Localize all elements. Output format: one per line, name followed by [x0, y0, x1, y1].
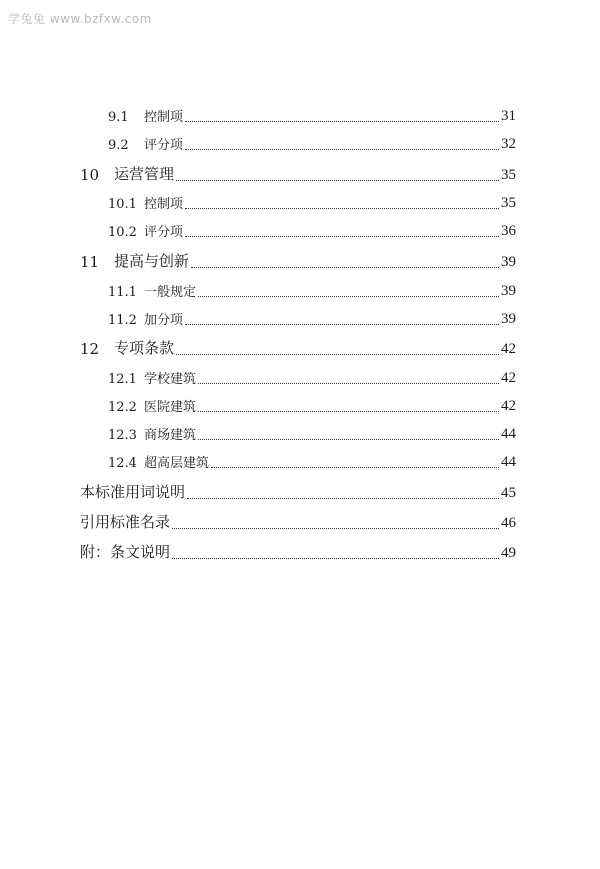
- toc-title: 评分项: [144, 138, 184, 153]
- toc-title: 超高层建筑: [144, 456, 210, 471]
- toc-entry-referenced-standards[interactable]: [80, 511, 516, 532]
- toc-leader-dots: [185, 120, 499, 122]
- toc-number: 9.2: [108, 138, 129, 153]
- toc-leader-dots: [198, 438, 499, 440]
- toc-leader-dots: [185, 235, 499, 237]
- toc-page-number: 35: [501, 167, 516, 183]
- toc-entry-10-1[interactable]: [108, 193, 516, 212]
- toc-entry-9-1[interactable]: [108, 106, 516, 125]
- toc-title: 商场建筑: [144, 428, 197, 443]
- toc-leader-dots: [185, 148, 499, 150]
- toc-page-number: 45: [501, 485, 516, 501]
- toc-leader-dots: [211, 466, 499, 468]
- toc-page-number: 42: [501, 341, 516, 357]
- toc-title: 评分项: [144, 225, 184, 240]
- toc-leader-dots: [176, 353, 499, 355]
- toc-number: 10.1: [108, 197, 137, 212]
- toc-number: 11.2: [108, 313, 137, 328]
- toc-entry-9-2[interactable]: [108, 134, 516, 153]
- toc-entry-12-3[interactable]: [108, 424, 516, 443]
- toc-page-number: 44: [501, 454, 516, 470]
- toc-number: 10.2: [108, 225, 137, 240]
- toc-entry-12[interactable]: [80, 337, 516, 358]
- toc-entry-12-1[interactable]: [108, 368, 516, 387]
- toc-number: 12.4: [108, 456, 137, 471]
- toc-page-number: 39: [501, 311, 516, 327]
- toc-title: 一般规定: [144, 285, 197, 300]
- toc-title: 提高与创新: [114, 252, 190, 270]
- toc-entry-12-2[interactable]: [108, 396, 516, 415]
- toc-number: 12.1: [108, 372, 137, 387]
- toc-page-number: 46: [501, 515, 516, 531]
- toc-title: 控制项: [144, 197, 184, 212]
- toc-leader-dots: [185, 207, 499, 209]
- toc-entry-12-4[interactable]: [108, 452, 516, 471]
- toc-title: 学校建筑: [144, 372, 197, 387]
- toc-entry-11-1[interactable]: [108, 281, 516, 300]
- toc-title: 附：条文说明: [80, 543, 171, 561]
- toc-entry-10[interactable]: [80, 163, 516, 184]
- toc-entry-explanation[interactable]: [80, 541, 516, 562]
- toc-page-number: 35: [501, 195, 516, 211]
- watermark-text: 学兔兔 www.bzfxw.com: [8, 12, 152, 26]
- toc-page-number: 42: [501, 370, 516, 386]
- toc-page-number: 31: [501, 108, 516, 124]
- toc-title: 控制项: [144, 110, 184, 125]
- toc-number: 11.1: [108, 285, 137, 300]
- toc-leader-dots: [198, 295, 499, 297]
- toc-page-number: 44: [501, 426, 516, 442]
- toc-entry-terminology[interactable]: [80, 481, 516, 502]
- toc-leader-dots: [198, 382, 499, 384]
- toc-title: 引用标准名录: [80, 513, 171, 531]
- toc-page-number: 42: [501, 398, 516, 414]
- toc-entry-11-2[interactable]: [108, 309, 516, 328]
- toc-number: 12.3: [108, 428, 137, 443]
- toc-title: 专项条款: [114, 339, 175, 357]
- toc-entry-11[interactable]: [80, 250, 516, 271]
- toc-page-number: 39: [501, 283, 516, 299]
- toc-leader-dots: [172, 557, 499, 559]
- toc-number: 12.2: [108, 400, 137, 415]
- toc-page-number: 36: [501, 223, 516, 239]
- toc-number: 10: [80, 166, 100, 184]
- toc-leader-dots: [172, 527, 499, 529]
- toc-title: 医院建筑: [144, 400, 197, 415]
- toc-number: 11: [80, 253, 100, 271]
- toc-leader-dots: [198, 410, 499, 412]
- toc-page-number: 49: [501, 545, 516, 561]
- toc-leader-dots: [187, 497, 499, 499]
- toc-title: 加分项: [144, 313, 184, 328]
- toc-page-number: 32: [501, 136, 516, 152]
- toc-title: 运营管理: [114, 165, 175, 183]
- toc-leader-dots: [176, 179, 499, 181]
- toc-leader-dots: [185, 323, 499, 325]
- toc-number: 9.1: [108, 110, 129, 125]
- toc-entry-10-2[interactable]: [108, 221, 516, 240]
- toc-title: 本标准用词说明: [80, 483, 186, 501]
- toc-number: 12: [80, 340, 100, 358]
- toc-page-number: 39: [501, 254, 516, 270]
- toc-leader-dots: [191, 266, 499, 268]
